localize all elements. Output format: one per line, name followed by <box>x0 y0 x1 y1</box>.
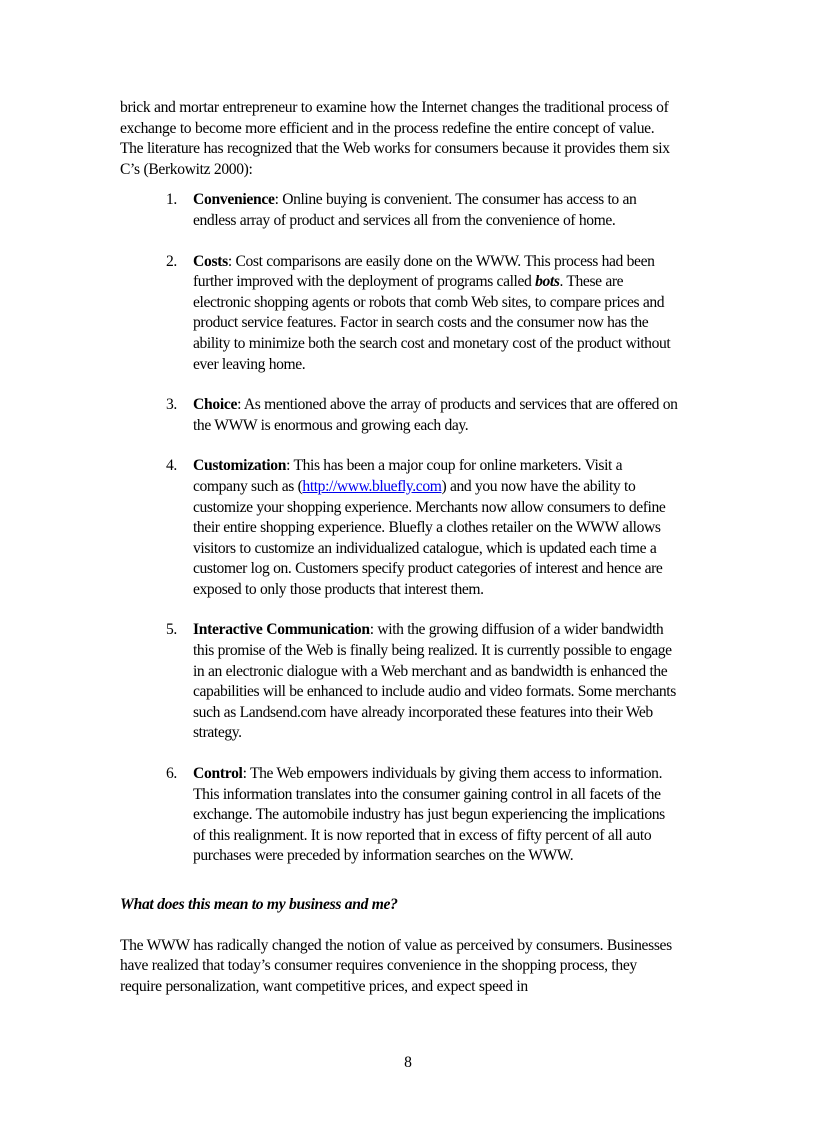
description-interactive-communication: : with the growing diffusion of a wider bandwidth this promise of the Web is finally being realized. It is currently possible to engage in an electronic dialogue with a Web merchant and as bandwidth is enhanced the capabilities will be enhanced to include audio and video formats. Some merchants such as Landsend.com have already incorporated these features into their Web strategy. <box>193 621 676 742</box>
description-choice: : As mentioned above the array of products and services that are offered on the WWW is enormous and growing each day. <box>193 396 678 434</box>
list-item-interactive-communication <box>120 620 680 744</box>
intro-paragraph: brick and mortar entrepreneur to examine how the Internet changes the traditional process of exchange to become more efficient and in the process redefine the entire concept of value. The literature has recognized that the Web works for consumers because it provides them six C’s (Berkowitz 2000): <box>120 99 670 178</box>
list-item-customization <box>120 456 680 600</box>
emphasis-bots: bots <box>535 273 560 291</box>
page-number: 8 <box>404 1054 412 1071</box>
list-number: 2. <box>166 252 177 270</box>
description-customization-part2: ) and you now have the ability to customize your shopping experience. Merchants now allow consumers to define their entire shopping experience. Bluefly a clothes retailer on the WWW allows visitors to customize an individualized catalogue, which is updated each time a customer log on. Customers specify product categories of interest and hence are exposed to only those products that interest them. <box>193 477 666 598</box>
closing-paragraph: The WWW has radically changed the notion of value as perceived by consumers. Businesses have realized that today’s consumer requires convenience in the shopping process, they require personalization, want competitive prices, and expect speed in <box>120 936 672 995</box>
description-convenience: : Online buying is convenient. The consumer has access to an endless array of product and services all from the convenience of home. <box>193 191 637 229</box>
list-number: 5. <box>166 621 177 639</box>
description-costs-part1: : Cost comparisons are easily done on the WWW. This process had been further improved with the deployment of programs called <box>193 252 655 291</box>
section-heading: What does this mean to my business and me? <box>120 896 398 913</box>
list-number: 3. <box>166 396 177 414</box>
term-customization: Customization <box>193 457 287 475</box>
list-item-control <box>120 764 680 867</box>
list-item-convenience <box>120 190 680 231</box>
list-number: 6. <box>166 765 177 783</box>
list-item-costs <box>120 252 680 376</box>
list-number: 1. <box>166 191 177 209</box>
term-costs: Costs <box>193 252 228 270</box>
six-cs-list <box>120 190 680 867</box>
list-item-choice <box>120 395 680 436</box>
description-costs-part2: . These are electronic shopping agents or robots that comb Web sites, to compare prices and product service features. Factor in search costs and the consumer now has the ability to minimize both the search cost and monetary cost of the product without ever leaving home. <box>193 273 671 373</box>
description-customization-part1: : This has been a major coup for online marketers. Visit a company such as ( <box>193 457 623 495</box>
term-convenience: Convenience <box>193 191 275 209</box>
bluefly-link[interactable]: http://www.bluefly.com <box>302 477 442 495</box>
list-number: 4. <box>166 457 177 475</box>
document-page <box>120 98 680 997</box>
term-choice: Choice <box>193 396 238 414</box>
term-control: Control <box>193 765 243 783</box>
description-control: : The Web empowers individuals by giving them access to information. This information translates into the consumer gaining control in all facets of the exchange. The automobile industry has just begun experiencing the implications of this realignment. It is now reported that in excess of fifty percent of all auto purchases were preceded by information searches on the WWW. <box>193 765 665 865</box>
term-interactive-communication: Interactive Communication <box>193 621 370 639</box>
